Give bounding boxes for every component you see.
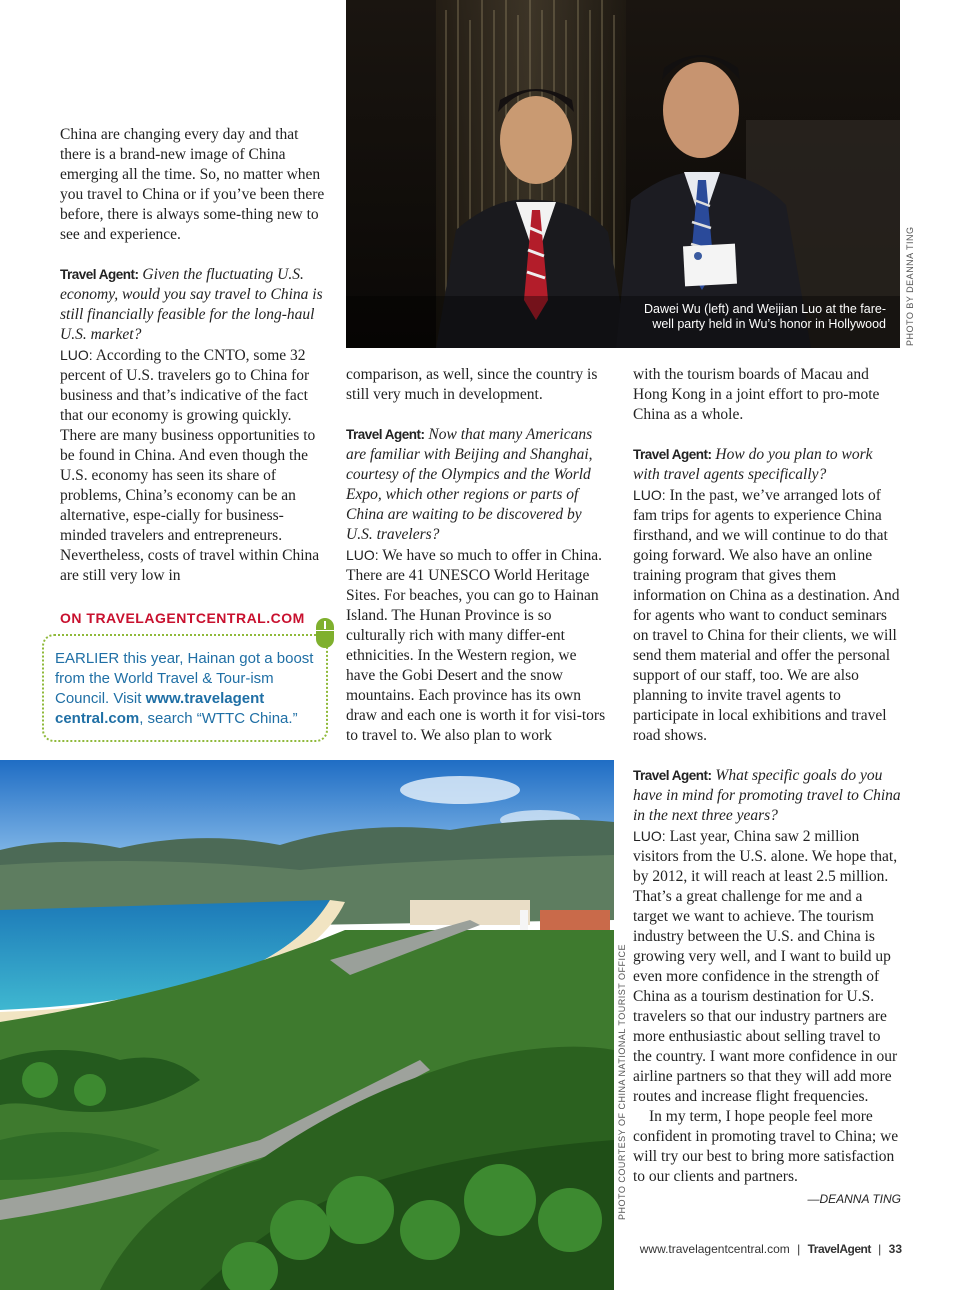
- footer-url[interactable]: www.travelagentcentral.com: [639, 1242, 790, 1256]
- sidebar-text-after: , search “WTTC China.”: [139, 710, 298, 727]
- continuation-paragraph: with the tourism boards of Macau and Hong Kong in a joint effort to pro-mote China as a whole.: [633, 366, 880, 423]
- photo-top-credit: PHOTO BY DEANNA TING: [905, 226, 915, 346]
- byline: —DEANNA TING: [807, 1192, 901, 1206]
- qa-block-2: [346, 425, 608, 746]
- farewell-party-photo: [346, 0, 900, 348]
- question-label: Travel Agent:: [60, 267, 139, 282]
- question-text: Now that many Americans are familiar with Beijing and Shanghai, courtesy of the Olympics and the World Expo, which other regions or parts of China are waiting to be discovered by U.S. travelers?: [346, 426, 593, 543]
- hainan-coast-photo: [0, 760, 614, 1290]
- qa-block-4: [633, 766, 901, 1107]
- answer-label: LUO:: [346, 547, 379, 563]
- photo-bottom: [0, 760, 614, 1290]
- answer-text: In the past, we’ve arranged lots of fam trips for agents to experience China firsthand, and we will continue to do that going forward. We also have an online training program that gives them information on China as a destination. And for agents who want to conduct seminars on travel to China for their clients, we will send them material and offer the personal support of our staff, too. We are also planning to invite travel agents to participate in local exhibitions and travel road shows.: [633, 487, 900, 744]
- column-1: [60, 125, 328, 586]
- page-footer: [640, 1242, 902, 1256]
- photo-bottom-credit: PHOTO COURTESY OF CHINA NATIONAL TOURIST OFFICE: [617, 943, 627, 1220]
- photo-top-caption: Dawei Wu (left) and Weijian Luo at the fare-well party held in Wu’s honor in Hollywood: [643, 302, 886, 331]
- question-label: Travel Agent:: [633, 447, 712, 462]
- qa-block-1: [60, 265, 328, 586]
- footer-magazine: TravelAgent: [807, 1242, 871, 1256]
- photo-top: [346, 0, 900, 348]
- sidebar-text-before: EARLIER this year, Hainan got a boost from the World Travel & Tour-ism Council. Visit: [55, 650, 314, 707]
- footer-divider: |: [878, 1242, 882, 1256]
- intro-paragraph: China are changing every day and that there is a brand-new image of China emerging all the time. So, no matter when you travel to China or if you’ve been there before, there is always some-thing new to see and experience.: [60, 126, 325, 243]
- question-label: Travel Agent:: [633, 768, 712, 783]
- mouse-icon: [316, 618, 334, 648]
- question-label: Travel Agent:: [346, 427, 425, 442]
- answer-text: According to the CNTO, some 32 percent of U.S. travelers go to China for business and that’s indicative of the fact that our economy is growing quickly. There are many business opportunities to be found in China. And even though the U.S. economy has seen its share of problems, China’s economy can be an alternative, espe-cially for business-minded travelers and entrepreneurs. Nevertheless, costs of travel within China are still very low in: [60, 347, 320, 584]
- answer-text: We have so much to offer in China. There are 41 UNESCO World Heritage Sites. For beaches, you can go to Hainan Island. The Hunan Province is so culturally rich with many differ-ent ethnicities. In the Western region, we have the Gobi Desert and the snow mountains. Each province has its own draw and each one is worth it for visi-tors to travel to. We also plan to work: [346, 547, 606, 744]
- answer-text: Last year, China saw 2 million visitors from the U.S. alone. We hope that, by 2012, it will reach at least 2.5 million. That’s a great challenge for me and a target we want to achieve. The tourism industry between the U.S. and China is growing very well, and I want to build up even more confidence in the strength of China as a tourism destination for U.S. travelers so that our industry partners are more enthusiastic about selling travel to the country. I want more confidence in our airline partners so that they will add more routes and increase flight frequencies.: [633, 828, 898, 1105]
- page-number: 33: [888, 1242, 902, 1256]
- question-text: Given the fluctuating U.S. economy, would you say travel to China is still financially feasible for the long-haul U.S. market?: [60, 266, 323, 343]
- closing-paragraph: In my term, I hope people feel more confident in promoting travel to China; we will try our best to bring more satisfaction to our clients and partners.: [633, 1108, 899, 1185]
- answer-label: LUO:: [633, 487, 666, 503]
- column-3: [633, 365, 901, 1209]
- qa-block-3: [633, 445, 901, 746]
- sidebar-link[interactable]: www.travelagent central.com: [55, 690, 265, 727]
- question-text: What specific goals do you have in mind for promoting travel to China in the next three years?: [633, 767, 901, 824]
- continuation-paragraph: comparison, as well, since the country is still very much in development.: [346, 366, 598, 403]
- sidebar-text: [55, 649, 315, 729]
- sidebar-heading: ON TRAVELAGENTCENTRAL.COM: [60, 610, 305, 626]
- answer-label: LUO:: [633, 828, 666, 844]
- answer-label: LUO:: [60, 347, 93, 363]
- column-2: [346, 365, 608, 746]
- footer-divider: |: [797, 1242, 801, 1256]
- question-text: How do you plan to work with travel agents specifically?: [633, 446, 873, 483]
